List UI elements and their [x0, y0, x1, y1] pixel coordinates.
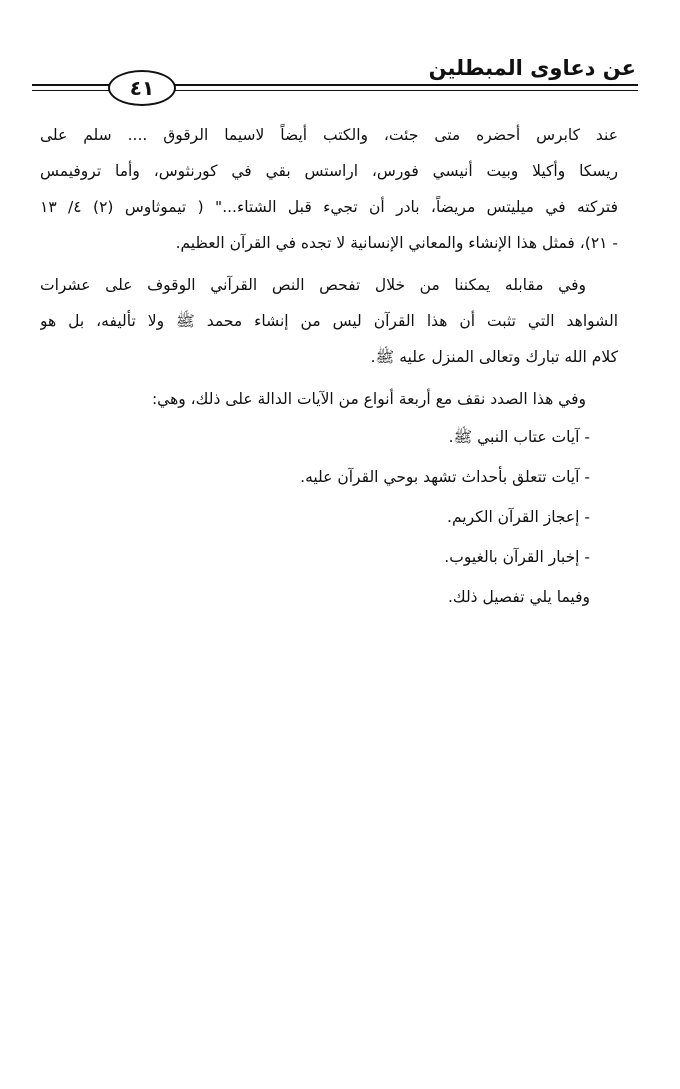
text-line: ريسكا وأكيلا وبيت أنيسي فورس، اراستس بقي في كورنثوس، وأما تروفيمس [40, 162, 618, 180]
page-header [30, 48, 650, 108]
list-item: - آيات تتعلق بأحداث تشهد بوحي القرآن عليه. [300, 468, 590, 486]
list-item: - إعجاز القرآن الكريم. [447, 508, 590, 526]
text-line: وفي مقابله يمكننا من خلال تفحص النص القرآني الوقوف على عشرات [40, 276, 586, 294]
types-list [40, 417, 618, 617]
text-line: وفي هذا الصدد نقف مع أربعة أنواع من الآيات الدالة على ذلك، وهي: [151, 390, 586, 408]
text-line: كلام الله تبارك وتعالى المنزل عليه ﷺ. [370, 348, 618, 366]
page-body [40, 117, 618, 617]
paragraph-quote-continuation [40, 117, 618, 261]
page-number-badge [108, 70, 176, 106]
text-line: - ٢١)، فمثل هذا الإنشاء والمعاني الإنسانية لا تجده في القرآن العظيم. [175, 234, 618, 252]
text-line: الشواهد التي تثبت أن هذا القرآن ليس من إنشاء محمد ﷺ ولا تأليفه، بل هو [40, 312, 618, 330]
closing-line: وفيما يلي تفصيل ذلك. [447, 588, 590, 606]
running-title: عن دعاوى المبطلين [428, 56, 636, 80]
list-item: - آيات عتاب النبي ﷺ. [448, 428, 590, 446]
text-line: فتركته في ميليتس مريضاً، بادر أن تجيء قبل الشتاء..." ( تيموثاوس (٢) ٤/ ١٣ [40, 198, 618, 216]
page-number: ٤١ [129, 76, 155, 100]
text-line: عند كابرس أحضره متى جئت، والكتب أيضاً لاسيما الرقوق .... سلم على [40, 126, 618, 144]
paragraph-evidence [40, 267, 618, 375]
paragraph-types [40, 381, 618, 617]
list-item: - إخبار القرآن بالغيوب. [444, 548, 590, 566]
